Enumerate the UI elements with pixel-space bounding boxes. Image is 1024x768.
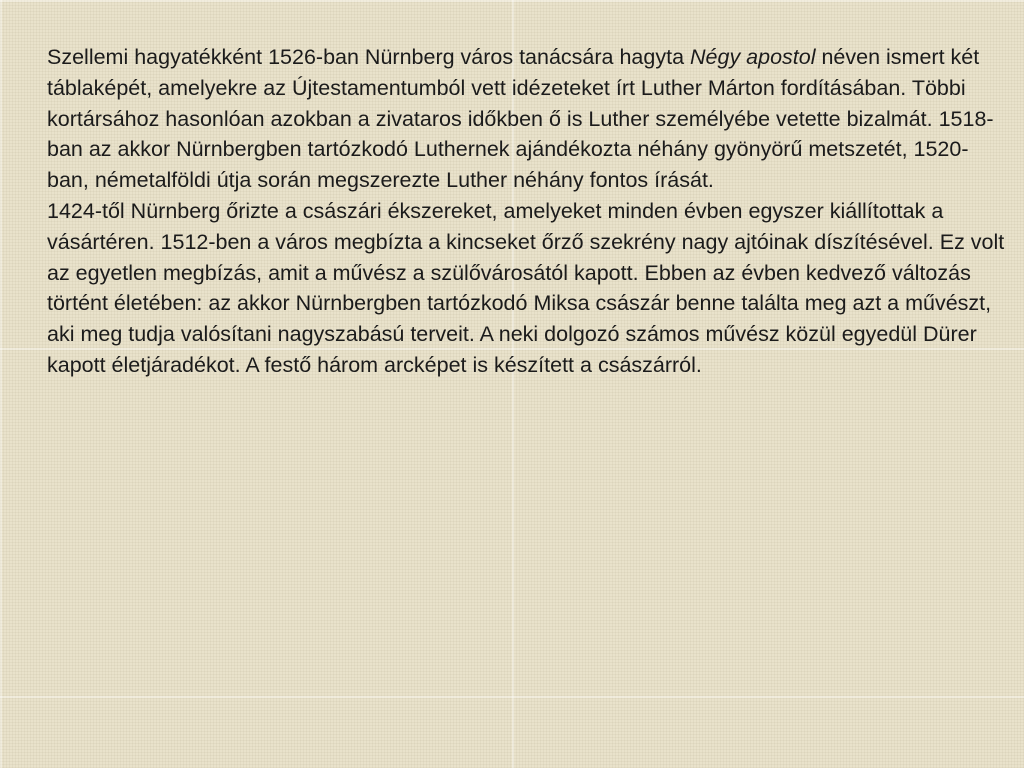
- paragraph-1-intro: Szellemi hagyatékként 1526-ban Nürnberg város tanácsára hagyta: [47, 45, 690, 69]
- artwork-title: Négy apostol: [690, 45, 816, 69]
- paragraph-2: 1424-től Nürnberg őrizte a császári ékszereket, amelyeket minden évben egyszer kiállítottak a vásártéren. 1512-ben a város megbízta a kincseket őrző szekrény nagy ajtóinak díszítésével. Ez volt az egyetlen megbízás, amit a művész a szülővárosától kapott. Ebben az évben kedvező változás történt életében: az akkor Nürnbergben tartózkodó Miksa császár benne találta meg azt a művészt, aki meg tudja valósítani nagyszabású terveit. A neki dolgozó számos művész közül egyedül Dürer kapott életjáradékot. A festő három arcképet is készített a császárról.: [47, 198, 1005, 377]
- paragraph-1-rest: néven ismert két táblaképét, amelyekre az Újtestamentumból vett idézeteket írt Luther Márton fordításában. Többi kortársához hasonlóan azokban a zivataros időkben ő is Luther személyébe vetette bizalmát. 1518-ban az akkor Nürnbergben tartózkodó Luthernek ajándékozta néhány gyönyörű metszetét, 1520-ban, németalföldi útja során megszerezte Luther néhány fontos írását.: [47, 45, 994, 193]
- paragraph-1: [47, 42, 1007, 196]
- slide-text: [47, 42, 1007, 381]
